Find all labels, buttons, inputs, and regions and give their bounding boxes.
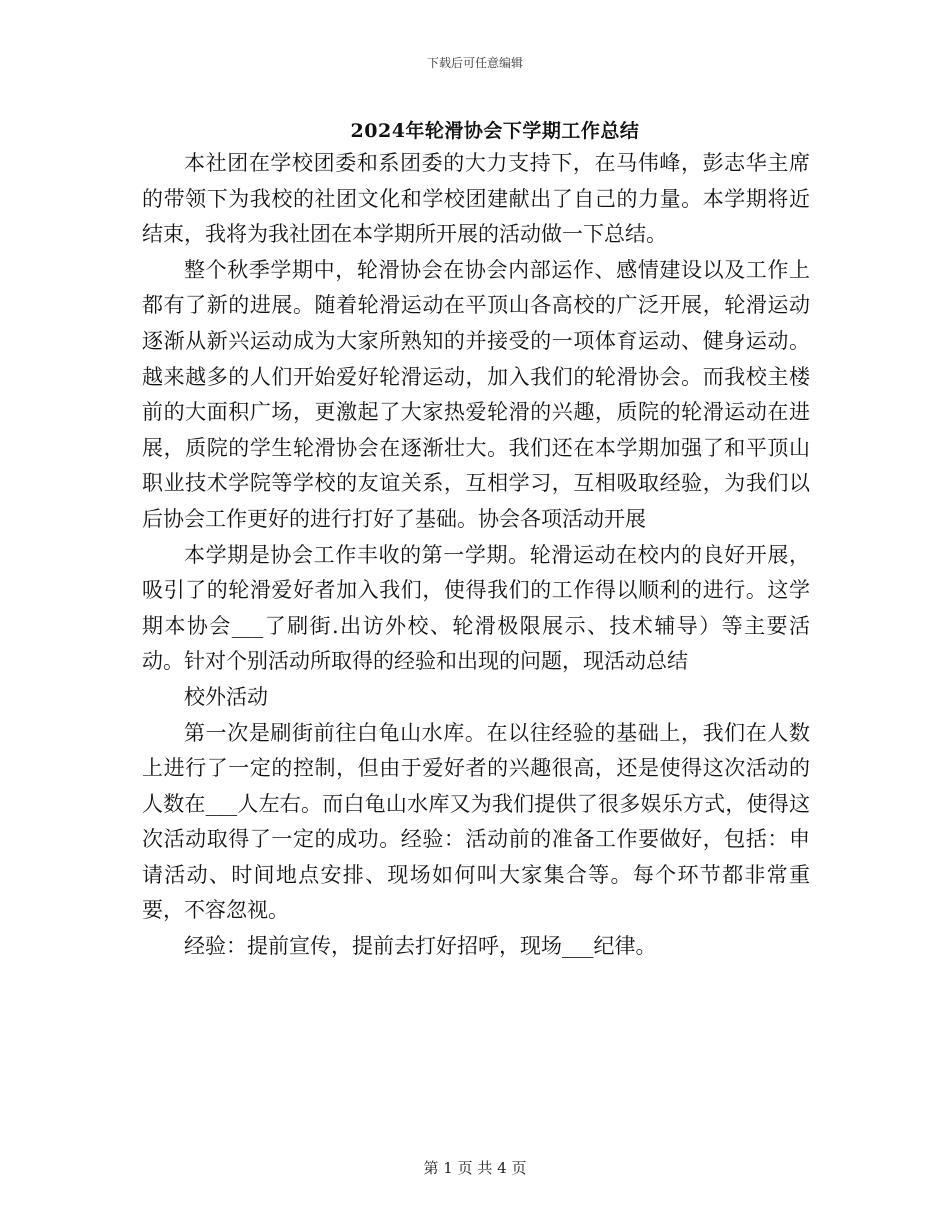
section-heading-external-activities: 校外活动	[184, 684, 268, 709]
document-body	[142, 146, 810, 965]
paragraph-intro: 本社团在学校团委和系团委的大力支持下，在马伟峰，彭志华主席的带领下为我校的社团文化和学校团建献出了自己的力量。本学期将近结束，我将为我社团在本学期所开展的活动做一下总结。	[142, 151, 810, 247]
document-title: 2024年轮滑协会下学期工作总结	[350, 120, 640, 142]
paragraph-progress: 整个秋季学期中，轮滑协会在协会内部运作、感情建设以及工作上都有了新的进展。随着轮滑运动在平顶山各高校的广泛开展，轮滑运动逐渐从新兴运动成为大家所熟知的并接受的一项体育运动、健身运动。越来越多的人们开始爱好轮滑运动，加入我们的轮滑协会。而我校主楼前的大面积广场，更激起了大家热爱轮滑的兴趣，质院的轮滑运动在进展，质院的学生轮滑协会在逐渐壮大。我们还在本学期加强了和平顶山职业技术学院等学校的友谊关系，互相学习，互相吸取经验，为我们以后协会工作更好的进行打好了基础。协会各项活动开展	[142, 257, 810, 531]
paragraph-semester: 本学期是协会工作丰收的第一学期。轮滑运动在校内的良好开展，吸引了的轮滑爱好者加入我们，使得我们的工作得以顺利的进行。这学期本协会___了刷街.出访外校、轮滑极限展示、技术辅导）等主要活动。针对个别活动所取得的经验和出现的问题，现活动总结	[142, 542, 810, 674]
page-indicator: 第 1 页 共 4 页	[423, 1159, 527, 1177]
paragraph-first-activity: 第一次是刷街前往白龟山水库。在以往经验的基础上，我们在人数上进行了一定的控制，但由于爱好者的兴趣很高，还是使得这次活动的人数在___人左右。而白龟山水库又为我们提供了很多娱乐方式，使得这次活动取得了一定的成功。经验：活动前的准备工作要做好，包括：申请活动、时间地点安排、现场如何叫大家集合等。每个环节都非常重要，不容忽视。	[142, 720, 810, 923]
header-note: 下载后可任意编辑	[426, 56, 523, 70]
paragraph-experience: 经验：提前宣传，提前去打好招呼，现场___纪律。	[184, 934, 657, 959]
